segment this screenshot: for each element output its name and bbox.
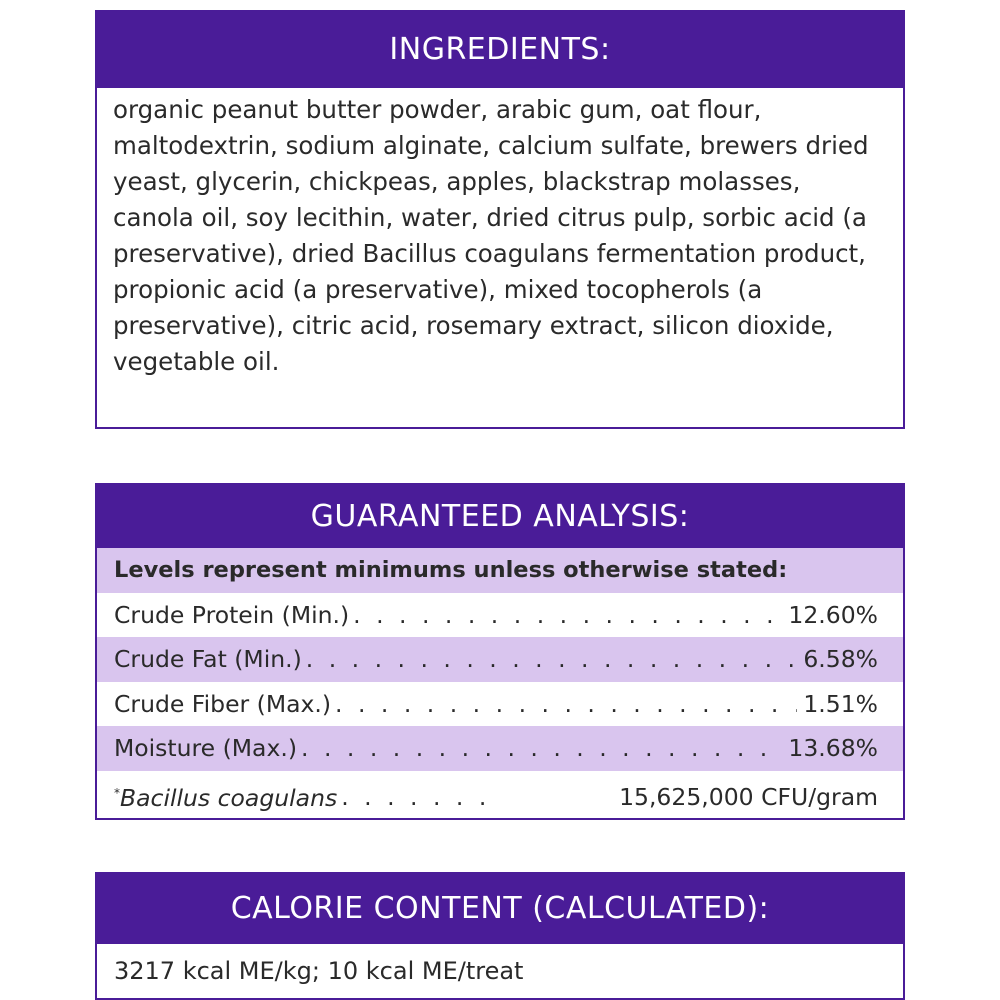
analysis-row-value: 13.68%	[788, 734, 878, 762]
ingredients-panel	[95, 10, 905, 429]
footnote-asterisk: *	[114, 785, 120, 800]
analysis-row-label: Crude Fat (Min.)	[114, 645, 302, 673]
analysis-row-value: 15,625,000 CFU/gram	[619, 783, 878, 812]
leader-dots	[353, 593, 782, 638]
guaranteed-analysis-panel	[95, 483, 905, 820]
calorie-text: 3217 kcal ME/kg; 10 kcal ME/treat	[114, 957, 524, 985]
calorie-title: CALORIE CONTENT (CALCULATED):	[97, 874, 903, 944]
analysis-row-bacillus	[97, 771, 903, 816]
analysis-row-label: Crude Protein (Min.)	[114, 600, 350, 629]
analysis-row-value: 1.51%	[803, 689, 878, 718]
analysis-row-label	[114, 771, 337, 816]
ingredients-text: organic peanut butter powder, arabic gum, oat flour, maltodextrin, sodium alginate, calcium sulfate, brewers dried yeast, glycerin, chickpeas, apples, blackstrap molasses, canola oil, soy lecithin, water, dried citrus pulp, sorbic acid (a preservative), dried Bacillus coagulans fermentation product, propionic acid (a preservative), mixed tocopherols (a preservative), citric acid, rosemary extract, silicon dioxide, vegetable oil.	[113, 95, 869, 376]
analysis-intro-text: Levels represent minimums unless otherwise stated:	[114, 557, 788, 583]
analysis-title: GUARANTEED ANALYSIS:	[97, 485, 903, 548]
ingredients-title: INGREDIENTS:	[97, 12, 903, 88]
leader-dots	[335, 682, 797, 727]
calorie-content-panel	[95, 872, 905, 1000]
analysis-intro	[97, 548, 903, 593]
bacillus-label: Bacillus coagulans	[120, 783, 338, 812]
leader-dots	[306, 637, 798, 682]
analysis-row-crude-fat	[97, 637, 903, 682]
analysis-row-value: 12.60%	[788, 600, 878, 629]
analysis-row-moisture	[97, 726, 903, 771]
analysis-row-crude-protein	[97, 593, 903, 638]
leader-dots	[301, 726, 782, 771]
leader-dots	[341, 775, 491, 815]
analysis-row-value: 6.58%	[803, 645, 878, 673]
analysis-row-label: Moisture (Max.)	[114, 734, 297, 762]
analysis-row-crude-fiber	[97, 682, 903, 727]
analysis-row-label: Crude Fiber (Max.)	[114, 689, 332, 718]
